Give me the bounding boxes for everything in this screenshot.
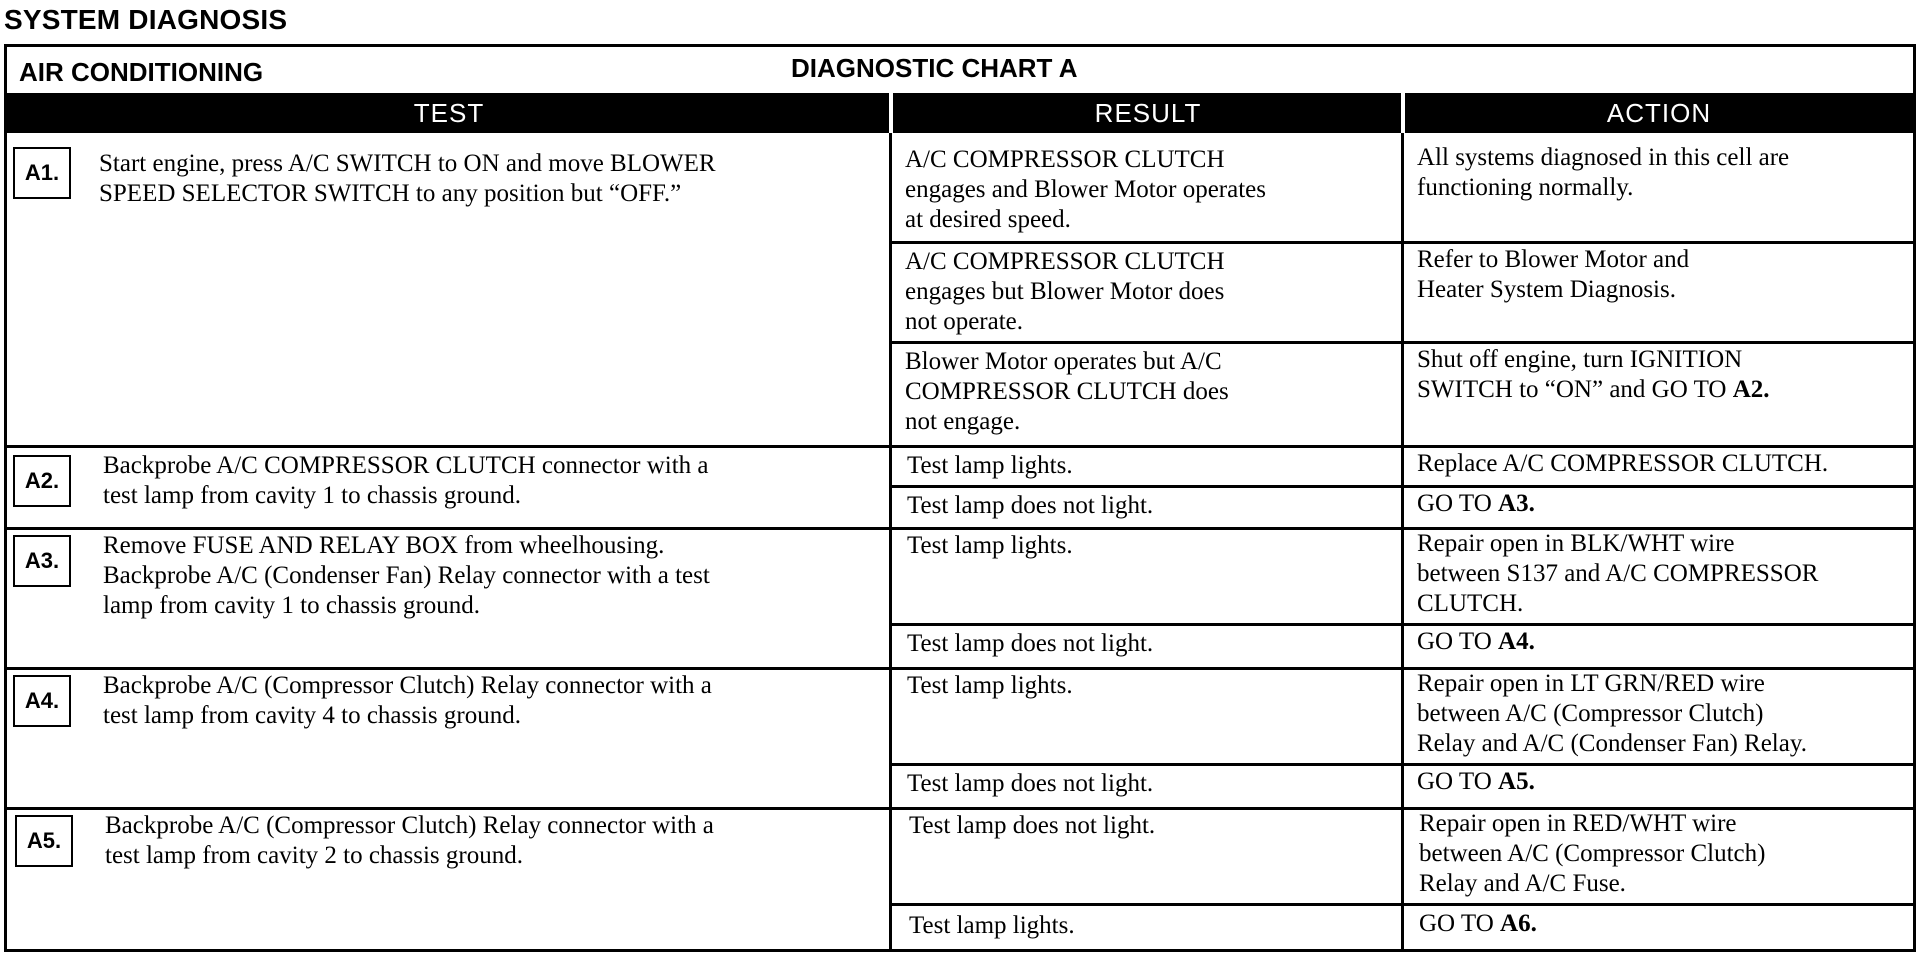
goto-step-ref: A6.	[1500, 910, 1537, 937]
goto-step-ref: A5.	[1498, 768, 1535, 795]
test-cell: Start engine, press A/C SWITCH to ON and move BLOWER SPEED SELECTOR SWITCH to any position but “OFF.”	[99, 150, 716, 207]
result-cell: Blower Motor operates but A/C COMPRESSOR CLUTCH does not engage.	[905, 348, 1229, 435]
action-cell: Repair open in RED/WHT wire between A/C (Compressor Clutch) Relay and A/C Fuse.	[1419, 810, 1766, 897]
row-separator	[889, 903, 1913, 906]
action-cell	[1419, 909, 1909, 939]
step-label: A3.	[13, 535, 71, 587]
chart-title: DIAGNOSTIC CHART A	[791, 53, 1078, 83]
action-text: GO TO	[1417, 628, 1499, 655]
result-cell: Test lamp lights.	[909, 912, 1075, 939]
test-cell: Backprobe A/C (Compressor Clutch) Relay connector with a test lamp from cavity 2 to chassis ground.	[105, 812, 714, 869]
step-label: A2.	[13, 455, 71, 507]
action-text: GO TO	[1419, 910, 1501, 937]
page-heading: SYSTEM DIAGNOSIS	[4, 4, 288, 35]
test-cell: Backprobe A/C COMPRESSOR CLUTCH connector with a test lamp from cavity 1 to chassis ground.	[103, 452, 709, 509]
column-header-bar	[7, 93, 1913, 133]
action-text: GO TO	[1417, 490, 1499, 517]
action-cell: Repair open in LT GRN/RED wire between A/C (Compressor Clutch) Relay and A/C (Condenser Fan) Relay.	[1417, 670, 1807, 757]
column-header-result: RESULT	[1094, 98, 1202, 128]
step-label: A5.	[15, 815, 73, 867]
row-separator	[889, 241, 1913, 244]
action-text: Shut off engine, turn IGNITION SWITCH to “ON” and GO TO	[1417, 346, 1743, 403]
result-cell: Test lamp does not light.	[907, 770, 1154, 797]
result-cell: A/C COMPRESSOR CLUTCH engages and Blower Motor operates at desired speed.	[905, 146, 1266, 233]
goto-step-ref: A3.	[1498, 490, 1535, 517]
result-cell: Test lamp does not light.	[909, 812, 1156, 839]
action-cell: Refer to Blower Motor and Heater System Diagnosis.	[1417, 246, 1690, 303]
test-cell: Remove FUSE AND RELAY BOX from wheelhousing. Backprobe A/C (Condenser Fan) Relay connector with a test lamp from cavity 1 to chassis ground.	[103, 532, 710, 619]
section-label: AIR CONDITIONING	[19, 57, 264, 87]
action-cell	[1417, 345, 1907, 405]
step-label: A1.	[13, 147, 71, 199]
action-cell: Repair open in BLK/WHT wire between S137 and A/C COMPRESSOR CLUTCH.	[1417, 530, 1819, 617]
action-text: GO TO	[1417, 768, 1499, 795]
action-cell	[1417, 489, 1907, 519]
action-cell	[1417, 627, 1907, 657]
column-header-test: TEST	[413, 98, 485, 128]
result-cell: Test lamp does not light.	[907, 630, 1154, 657]
row-separator	[889, 763, 1913, 766]
goto-step-ref: A4.	[1498, 628, 1535, 655]
column-divider	[1401, 133, 1404, 949]
action-cell: All systems diagnosed in this cell are functioning normally.	[1417, 144, 1790, 201]
action-cell	[1417, 767, 1907, 797]
result-cell: Test lamp lights.	[907, 452, 1073, 479]
row-separator	[889, 623, 1913, 626]
result-cell: Test lamp lights.	[907, 532, 1073, 559]
step-label: A4.	[13, 675, 71, 727]
action-cell: Replace A/C COMPRESSOR CLUTCH.	[1417, 450, 1829, 477]
result-cell: Test lamp does not light.	[907, 492, 1154, 519]
row-separator	[889, 485, 1913, 488]
row-separator	[889, 341, 1913, 344]
test-cell: Backprobe A/C (Compressor Clutch) Relay connector with a test lamp from cavity 4 to chassis ground.	[103, 672, 712, 729]
result-cell: A/C COMPRESSOR CLUTCH engages but Blower Motor does not operate.	[905, 248, 1225, 335]
column-header-action: ACTION	[1606, 98, 1712, 128]
result-cell: Test lamp lights.	[907, 672, 1073, 699]
column-divider	[889, 133, 892, 949]
diagnostic-chart	[4, 44, 1916, 952]
step-separator	[7, 445, 1913, 448]
goto-step-ref: A2.	[1732, 376, 1770, 403]
